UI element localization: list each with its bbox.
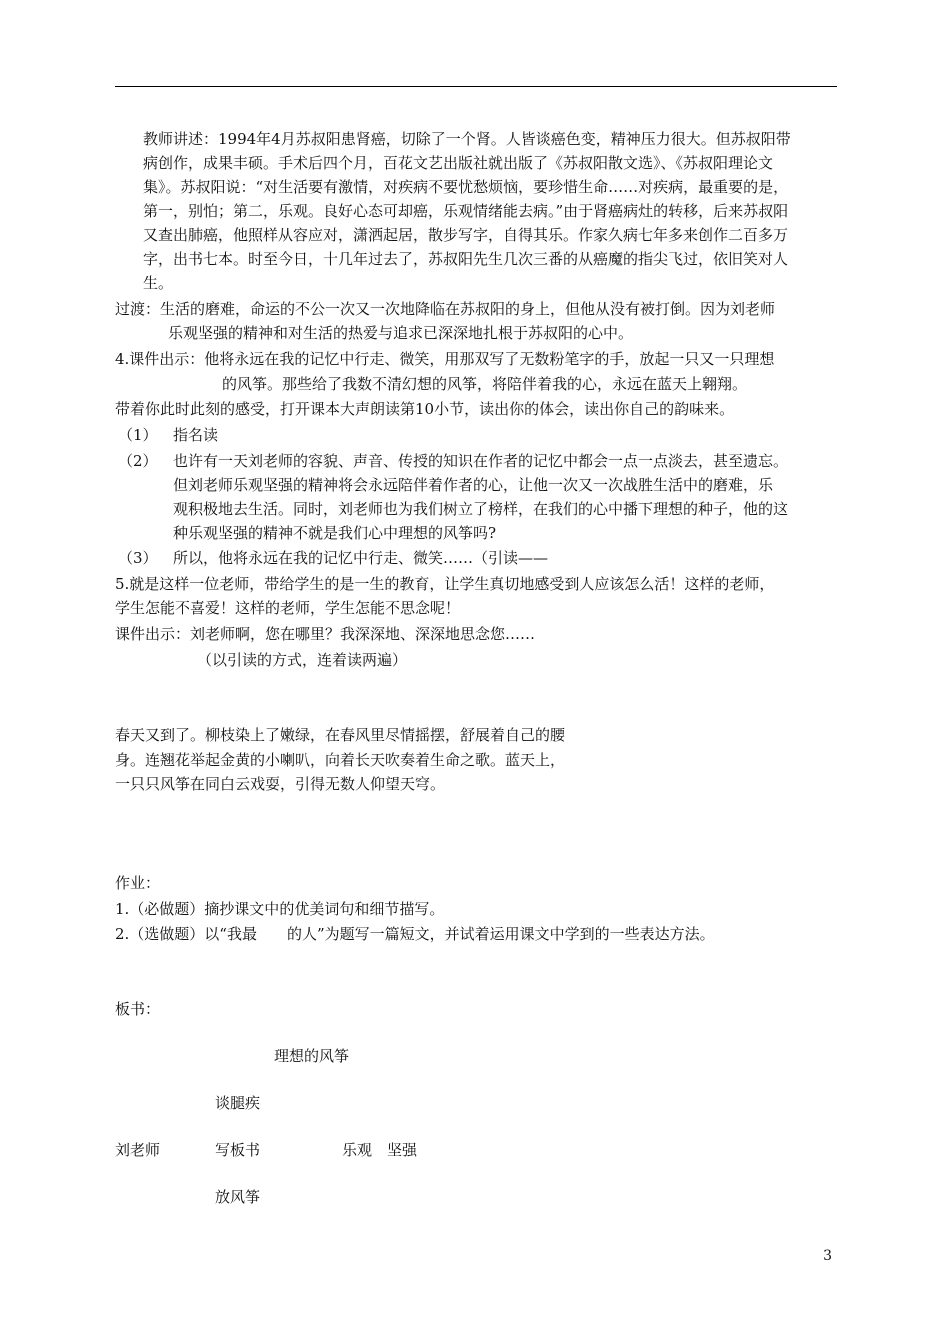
narration-line: 字，出书七本。时至今日，十几年过去了，苏叔阳先生几次三番的从癌魔的指尖飞过，依旧笑对人 — [143, 250, 789, 268]
narration-line: 又查出肺癌，他照样从容应对，潇洒起居，散步写字，自得其乐。作家久病七年多来创作二百多万 — [143, 226, 789, 244]
spring-line: 春天又到了。柳枝染上了嫩绿，在春风里尽情摇摆，舒展着自己的腰 — [115, 726, 566, 744]
narration-line: 生。 — [143, 274, 174, 292]
step-text: 所以，他将永远在我的记忆中行走、微笑……（引读—— — [173, 549, 549, 567]
homework-item: 2.（选做题）以“我最 的人”为题写一篇短文，并试着运用课文中学到的一些表达方法。 — [115, 925, 715, 943]
step-text: 种乐观坚强的精神不就是我们心中理想的风筝吗? — [173, 524, 497, 542]
header-rule — [115, 86, 837, 87]
courseware5-note: （以引读的方式，连着读两遍） — [197, 651, 408, 669]
narration-line: 教师讲述：1994年4月苏叔阳患肾癌，切除了一个肾。人皆谈癌色变，精神压力很大。但苏叔阳带 — [143, 130, 791, 148]
board-left: 刘老师 — [115, 1141, 161, 1159]
homework-item: 1.（必做题）摘抄课文中的优美词句和细节描写。 — [115, 900, 445, 918]
section5-line: 5.就是这样一位老师，带给学生的是一生的教育，让学生真切地感受到人应该怎么活！这样的老师， — [115, 575, 775, 593]
courseware4-line: 4.课件出示：他将永远在我的记忆中行走、微笑，用那双写了无数粉笔字的手，放起一只又一只理想 — [115, 350, 775, 368]
board-item: 谈腿疾 — [215, 1094, 261, 1112]
read-prompt: 带着你此时此刻的感受，打开课本大声朗读第10小节，读出你的体会，读出你自己的韵味来。 — [115, 400, 735, 418]
narration-line: 集》。苏叔阳说：“对生活要有激情，对疾病不要忧愁烦恼，要珍惜生命……对疾病，最重要的是， — [143, 178, 789, 196]
spring-line: 身。连翘花举起金黄的小喇叭，向着长天吹奏着生命之歌。蓝天上， — [115, 751, 566, 769]
step-number: （3） — [118, 549, 158, 567]
board-right: 乐观 坚强 — [342, 1141, 418, 1159]
board-item: 写板书 — [215, 1141, 261, 1159]
board-item: 放风筝 — [215, 1188, 261, 1206]
step-number: （1） — [118, 426, 158, 444]
courseware4-line: 的风筝。那些给了我数不清幻想的风筝，将陪伴着我的心，永远在蓝天上翱翔。 — [222, 375, 748, 393]
transition-line: 过渡：生活的磨难，命运的不公一次又一次地降临在苏叔阳的身上，但他从没有被打倒。因为刘老师 — [115, 300, 776, 318]
narration-line: 第一，别怕；第二，乐观。良好心态可却癌，乐观情绪能去病。”由于肾癌病灶的转移，后来苏叔阳 — [143, 202, 789, 220]
narration-line: 病创作，成果丰硕。手术后四个月，百花文艺出版社就出版了《苏叔阳散文选》、《苏叔阳理论文 — [143, 154, 774, 172]
step-text: 但刘老师乐观坚强的精神将会永远陪伴着作者的心，让他一次又一次战胜生活中的磨难，乐 — [173, 476, 774, 494]
step-text: 观积极地去生活。同时，刘老师也为我们树立了榜样，在我们的心中播下理想的种子，他的这 — [173, 500, 789, 518]
page-number: 3 — [823, 1248, 832, 1264]
board-title: 板书： — [115, 1000, 161, 1018]
homework-title: 作业： — [115, 874, 161, 892]
board-heading: 理想的风筝 — [274, 1047, 350, 1065]
section5-line: 学生怎能不喜爱！这样的老师，学生怎能不思念呢！ — [115, 599, 461, 617]
courseware5-line: 课件出示：刘老师啊，您在哪里？我深深地、深深地思念您…… — [115, 625, 536, 643]
step-text: 指名读 — [173, 426, 219, 444]
transition-line: 乐观坚强的精神和对生活的热爱与追求已深深地扎根于苏叔阳的心中。 — [168, 324, 634, 342]
step-text: 也许有一天刘老师的容貌、声音、传授的知识在作者的记忆中都会一点一点淡去，甚至遗忘。 — [173, 452, 789, 470]
step-number: （2） — [118, 452, 158, 470]
spring-line: 一只只风筝在同白云戏耍，引得无数人仰望天穹。 — [115, 775, 446, 793]
